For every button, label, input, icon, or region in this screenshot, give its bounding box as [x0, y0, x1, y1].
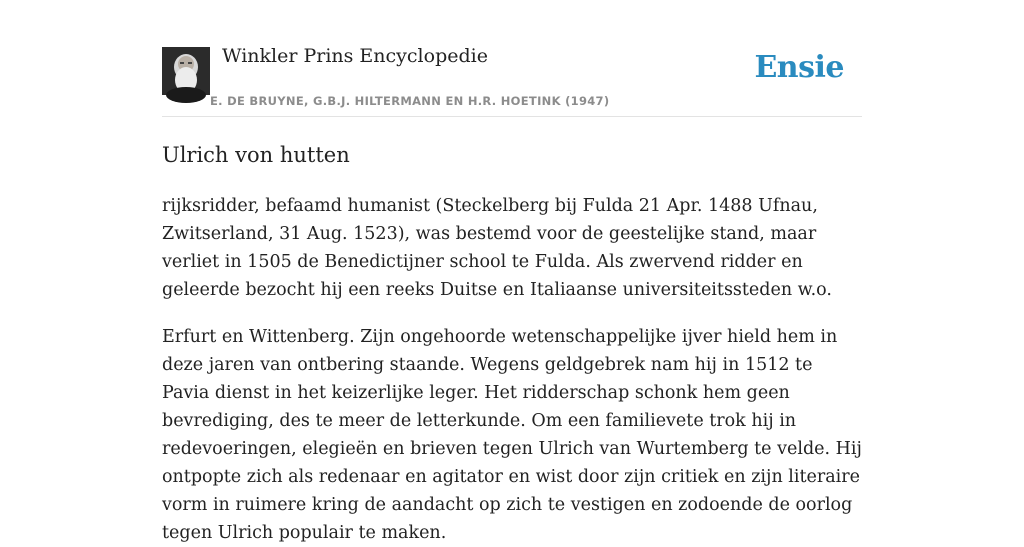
portrait-icon — [162, 47, 210, 95]
brand-logo[interactable]: Ensie — [754, 50, 844, 85]
article — [162, 138, 862, 547]
site-header — [162, 0, 862, 117]
article-title: Ulrich von hutten — [162, 143, 350, 167]
site-title[interactable]: Winkler Prins Encyclopedie — [222, 45, 488, 67]
article-paragraph: Erfurt en Wittenberg. Zijn ongehoorde wetenschappelijke ijver hield hem in deze jaren van ontbering staande. Wegens geldgebrek nam hij in 1512 te Pavia dienst in het keizerlijke leger. Het ridderschap schonk hem geen bevrediging, des te meer de letterkunde. Om een familievete trok hij in redevoeringen, elegieën en brieven tegen Ulrich van Wurtemberg te velde. Hij ontpopte zich als redenaar en agitator en wist door zijn critiek en zijn literaire vorm in ruimere kring de aandacht op zich te vestigen en zodoende de oorlog tegen Ulrich populair te maken. — [162, 327, 862, 543]
authors-line: E. DE BRUYNE, G.B.J. HILTERMANN EN H.R. HOETINK (1947) — [210, 94, 610, 108]
author-avatar[interactable] — [162, 47, 210, 95]
article-paragraph: rijksridder, befaamd humanist (Steckelberg bij Fulda 21 Apr. 1488 Ufnau, Zwitserland, 31 Aug. 1523), was bestemd voor de geestelijke stand, maar verliet in 1505 de Benedictijner school te Fulda. Als zwervend ridder en geleerde bezocht hij een reeks Duitse en Italiaanse universiteitssteden w.o. — [162, 196, 832, 300]
